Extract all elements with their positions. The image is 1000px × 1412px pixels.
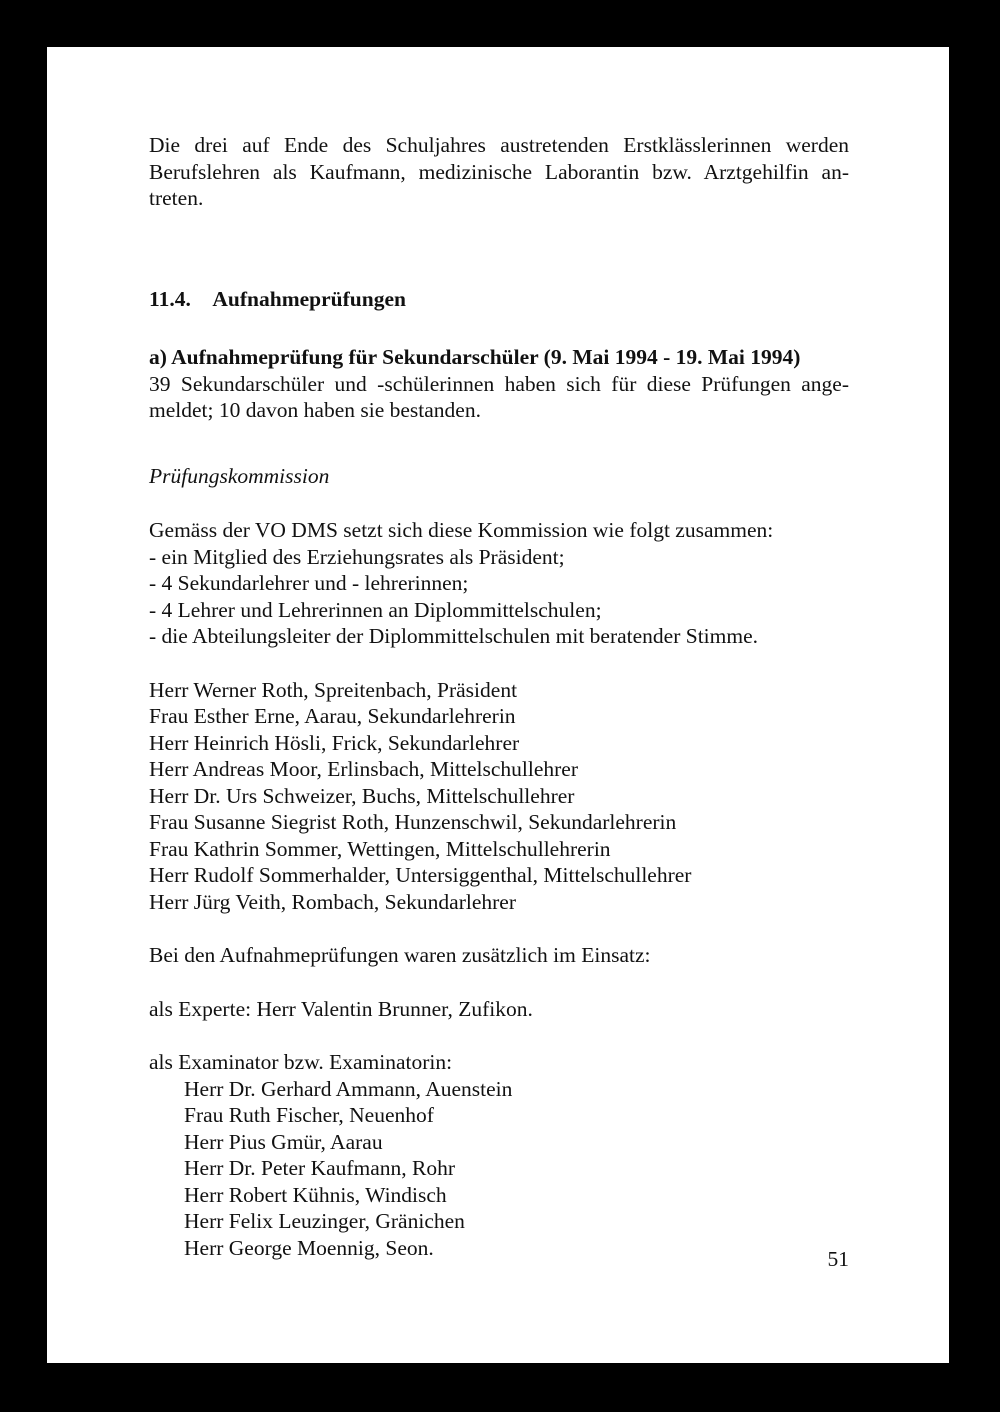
member-item: Herr Dr. Urs Schweizer, Buchs, Mittelschullehrer [149,783,575,808]
intro-paragraph [149,132,849,212]
subsection-line: 39 Sekundarschüler und -schülerinnen haben sich für diese Prüfungen ange- [149,371,849,396]
examiner-item: Herr Pius Gmür, Aarau [184,1129,383,1154]
section-number: 11.4. [149,286,191,311]
examiner-item: Frau Ruth Fischer, Neuenhof [184,1103,434,1127]
page-number: 51 [827,1247,849,1271]
subsection-heading: a) Aufnahmeprüfung für Sekundarschüler (9. Mai 1994 - 19. Mai 1994) [149,345,801,369]
section-heading [149,286,849,313]
examiner-item: Herr Felix Leuzinger, Gränichen [184,1209,465,1233]
member-item: Herr Rudolf Sommerhalder, Untersiggenthal, Mittelschullehrer [149,863,692,887]
composition-item: - 4 Sekundarlehrer und - lehrerinnen; [149,571,469,595]
commission-heading: Prüfungskommission [149,463,330,488]
member-item: Herr Heinrich Hösli, Frick, Sekundarlehrer [149,730,520,755]
examiner-item: Herr Dr. Peter Kaufmann, Rohr [184,1156,456,1180]
page-content [149,132,849,1261]
intro-line: treten. [149,186,204,210]
subsection-paragraph [149,371,849,424]
member-item: Herr Werner Roth, Spreitenbach, Präsident [149,677,518,702]
document-page [47,47,949,1363]
member-item: Frau Susanne Siegrist Roth, Hunzenschwil, Sekundarlehrerin [149,810,677,834]
composition-item: - ein Mitglied des Erziehungsrates als Präsident; [149,544,565,569]
subsection-line: meldet; 10 davon haben sie bestanden. [149,398,481,422]
member-item: Frau Esther Erne, Aarau, Sekundarlehrerin [149,704,516,728]
examiner-item: Herr Dr. Gerhard Ammann, Auenstein [184,1076,513,1101]
member-item: Herr Andreas Moor, Erlinsbach, Mittelschullehrer [149,757,579,781]
commission-intro: Gemäss der VO DMS setzt sich diese Kommission wie folgt zusammen: [149,518,774,542]
intro-line: Die drei auf Ende des Schuljahres austretenden Erstklässlerinnen werden [149,133,849,157]
section-title: Aufnahmeprüfungen [212,286,406,311]
intro-line: Berufslehren als Kaufmann, medizinische Laborantin bzw. Arztgehilfin an- [149,159,849,184]
examiner-item: Herr Robert Kühnis, Windisch [184,1182,447,1207]
composition-item: - 4 Lehrer und Lehrerinnen an Diplommittelschulen; [149,597,602,622]
commission-composition [149,517,849,650]
member-item: Herr Jürg Veith, Rombach, Sekundarlehrer [149,889,517,914]
composition-item: - die Abteilungsleiter der Diplommittelschulen mit beratender Stimme. [149,624,759,648]
member-item: Frau Kathrin Sommer, Wettingen, Mittelschullehrerin [149,836,611,861]
additional-intro: Bei den Aufnahmeprüfungen waren zusätzlich im Einsatz: [149,943,651,967]
examiner-item: Herr George Moennig, Seon. [184,1235,434,1260]
expert-line: als Experte: Herr Valentin Brunner, Zufikon. [149,996,533,1021]
examiners-block [149,1049,849,1261]
commission-members [149,677,849,916]
examiners-label: als Examinator bzw. Examinatorin: [149,1050,453,1074]
